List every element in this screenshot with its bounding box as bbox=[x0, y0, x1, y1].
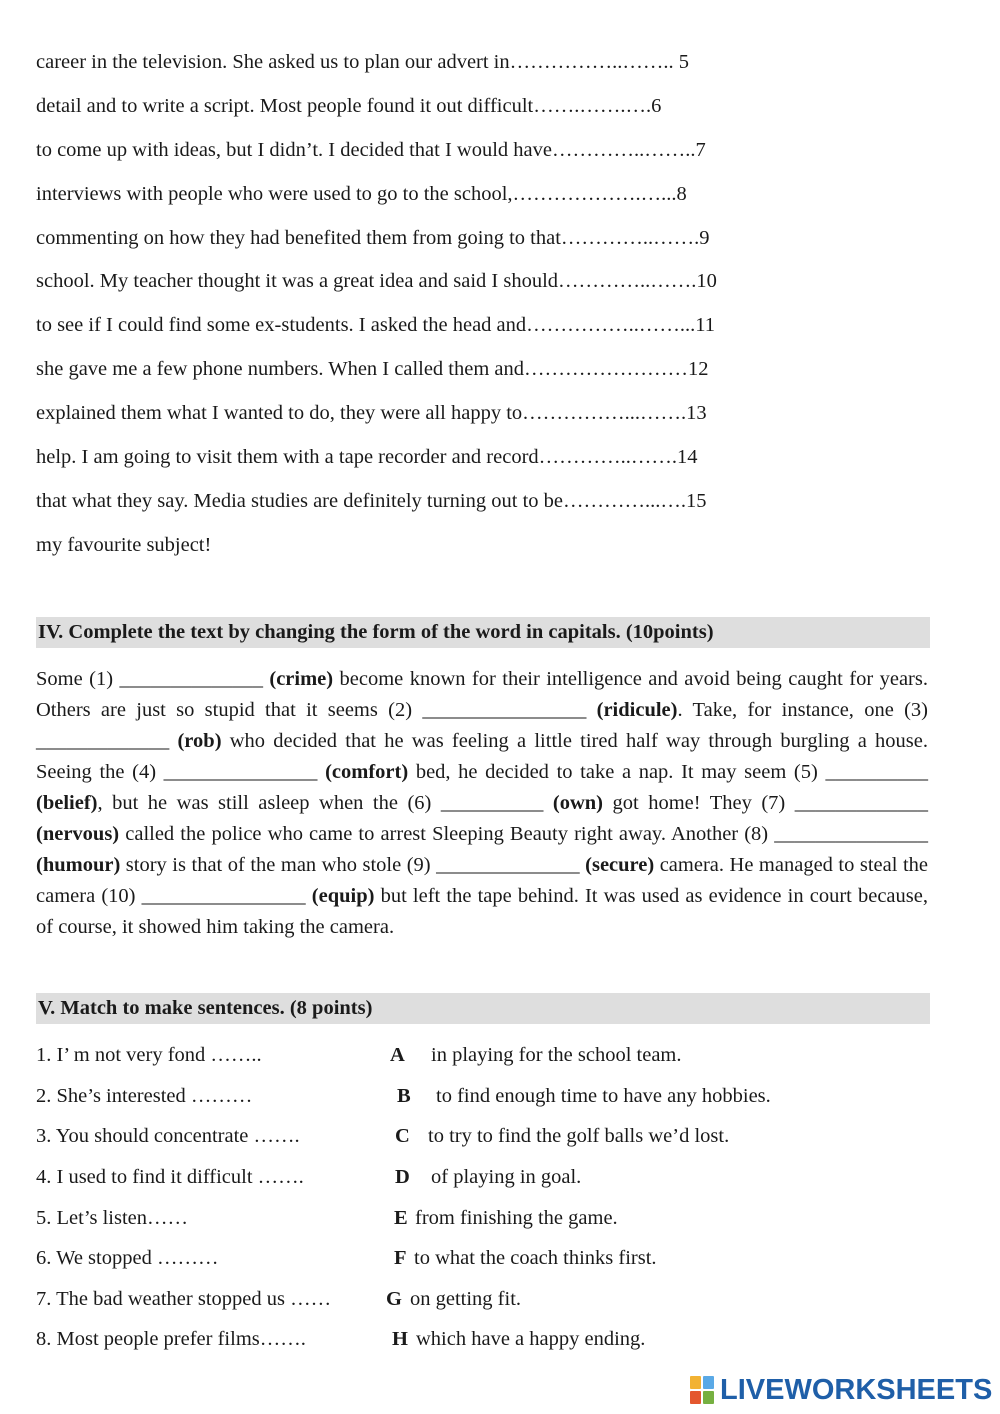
error-line: explained them what I wanted to do, they were all happy to……………...…….13 bbox=[36, 402, 707, 424]
text-segment: . Take, for instance, one (3) _____________ bbox=[36, 699, 928, 752]
liveworksheets-logo-icon bbox=[690, 1376, 714, 1404]
match-prompt: 1. I’ m not very fond …….. bbox=[36, 1044, 262, 1066]
match-letter: F bbox=[394, 1247, 407, 1269]
error-line: help. I am going to visit them with a tape recorder and record…………..…….14 bbox=[36, 446, 698, 468]
text-segment: Some (1) ______________ bbox=[36, 668, 270, 690]
text-segment: but left the tape behind. It was used as evidence in court because, of course, it showed him taking the camera. bbox=[36, 885, 928, 938]
match-letter: C bbox=[395, 1125, 410, 1147]
match-ending: on getting fit. bbox=[410, 1288, 522, 1310]
error-line: commenting on how they had benefited them from going to that…………..…….9 bbox=[36, 227, 710, 249]
text-segment: got home! They (7) _____________ bbox=[603, 792, 928, 814]
match-prompt: 2. She’s interested ……… bbox=[36, 1085, 253, 1107]
match-ending: in playing for the school team. bbox=[431, 1044, 682, 1066]
match-letter: E bbox=[394, 1207, 408, 1229]
capital-word-cue: (crime) bbox=[269, 668, 334, 690]
error-line: interviews with people who were used to go to the school,……………….…...8 bbox=[36, 183, 687, 205]
match-prompt: 3. You should concentrate ……. bbox=[36, 1125, 300, 1147]
capital-word-cue: (humour) bbox=[36, 854, 121, 876]
error-line: she gave me a few phone numbers. When I called them and……………………12 bbox=[36, 358, 709, 380]
logo-text: LIVEWORKSHEETS bbox=[720, 1373, 993, 1406]
error-line: to come up with ideas, but I didn’t. I decided that I would have…………..……..7 bbox=[36, 139, 706, 161]
error-line: career in the television. She asked us to plan our advert in……………..…….. 5 bbox=[36, 51, 690, 73]
match-ending: to what the coach thinks first. bbox=[414, 1247, 657, 1269]
capital-word-cue: (belief) bbox=[36, 792, 98, 814]
capital-word-cue: (ridicule) bbox=[596, 699, 678, 721]
capital-word-cue: (rob) bbox=[177, 730, 222, 752]
error-line: that what they say. Media studies are definitely turning out to be…………...….15 bbox=[36, 490, 707, 512]
error-line: my favourite subject! bbox=[36, 534, 212, 556]
section-5-heading: V. Match to make sentences. (8 points) bbox=[36, 993, 930, 1024]
match-prompt: 6. We stopped ……… bbox=[36, 1247, 219, 1269]
text-segment: story is that of the man who stole (9) ______________ bbox=[120, 854, 586, 876]
match-ending: to try to find the golf balls we’d lost. bbox=[428, 1125, 730, 1147]
capital-word-cue: (equip) bbox=[311, 885, 375, 907]
match-ending: which have a happy ending. bbox=[416, 1328, 646, 1350]
liveworksheets-logo[interactable] bbox=[690, 1374, 992, 1406]
match-letter: B bbox=[397, 1085, 411, 1107]
text-segment: who decided that he was feeling a little tired half way through burgling a house. Seeing the (4) _______________ bbox=[36, 730, 929, 783]
match-prompt: 5. Let’s listen…… bbox=[36, 1207, 189, 1229]
text-segment: called the police who came to arrest Sleeping Beauty right away. Another (8) _______________ bbox=[119, 823, 928, 845]
text-segment: , but he was still asleep when the (6) __________ bbox=[97, 792, 553, 814]
match-prompt: 7. The bad weather stopped us …… bbox=[36, 1288, 332, 1310]
match-letter: G bbox=[386, 1288, 402, 1310]
match-ending: to find enough time to have any hobbies. bbox=[436, 1085, 771, 1107]
capital-word-cue: (own) bbox=[552, 792, 603, 814]
section-4-heading: IV. Complete the text by changing the form of the word in capitals. (10points) bbox=[36, 617, 930, 648]
text-segment: camera. He managed to steal the camera (10) ________________ bbox=[36, 854, 928, 907]
capital-word-cue: (comfort) bbox=[325, 761, 409, 783]
match-ending: from finishing the game. bbox=[415, 1207, 618, 1229]
text-segment: become known for their intelligence and avoid being caught for years. Others are just so stupid that it seems (2) ________________ bbox=[36, 668, 928, 721]
match-prompt: 4. I used to find it difficult ……. bbox=[36, 1166, 304, 1188]
capital-word-cue: (nervous) bbox=[36, 823, 120, 845]
match-letter: D bbox=[395, 1166, 410, 1188]
capital-word-cue: (secure) bbox=[585, 854, 655, 876]
match-ending: of playing in goal. bbox=[431, 1166, 582, 1188]
match-prompt: 8. Most people prefer films……. bbox=[36, 1328, 306, 1350]
error-line: school. My teacher thought it was a great idea and said I should…………..…….10 bbox=[36, 270, 717, 292]
text-segment: bed, he decided to take a nap. It may seem (5) __________ bbox=[408, 761, 928, 783]
match-letter: A bbox=[390, 1044, 405, 1066]
error-line: detail and to write a script. Most people found it out difficult…….…….….6 bbox=[36, 95, 662, 117]
word-formation-text bbox=[36, 664, 928, 943]
match-letter: H bbox=[392, 1328, 408, 1350]
error-line: to see if I could find some ex-students. I asked the head and……………..……...11 bbox=[36, 314, 716, 336]
